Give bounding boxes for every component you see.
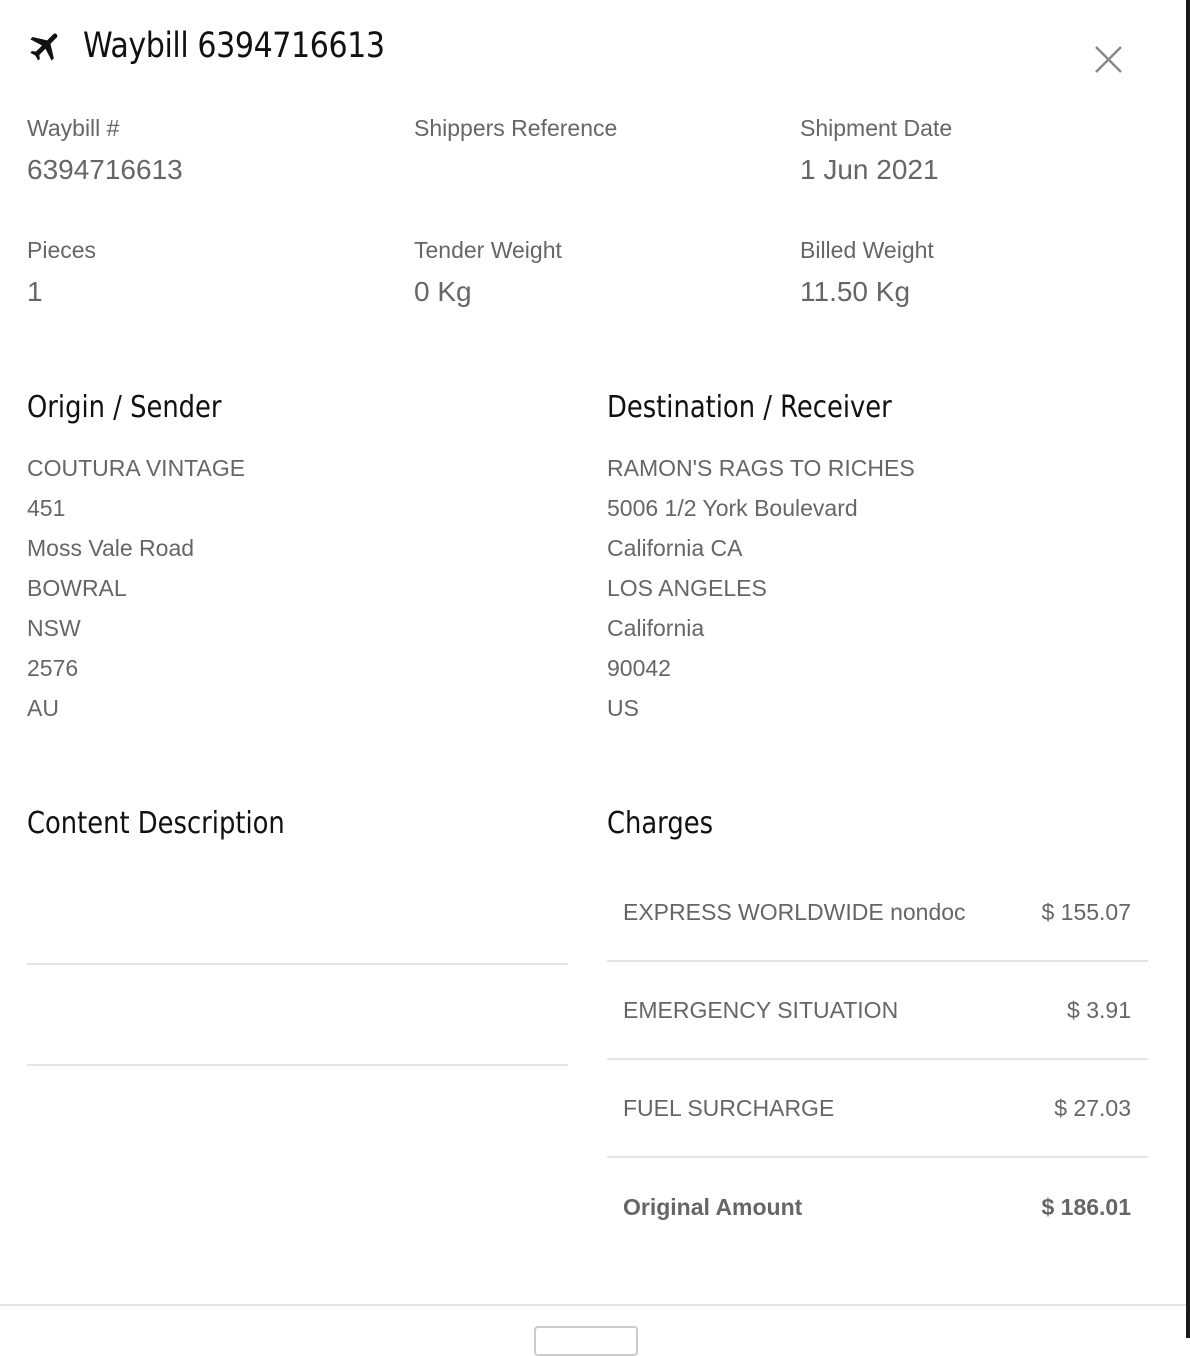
- charge-name: EXPRESS WORLDWIDE nondoc: [623, 898, 966, 925]
- address-line: 5006 1/2 York Boulevard: [607, 495, 858, 521]
- address-line: AU: [27, 695, 59, 721]
- address-line: BOWRAL: [27, 575, 127, 601]
- list-item: [27, 965, 568, 1066]
- field-value: 0 Kg: [414, 276, 472, 307]
- field-label: Waybill #: [27, 115, 120, 141]
- field-value: 1 Jun 2021: [800, 154, 939, 185]
- charge-amount: $ 3.91: [1067, 996, 1131, 1023]
- field-value: 1: [27, 276, 43, 307]
- list-item: [27, 864, 568, 965]
- total-label: Original Amount: [623, 1193, 803, 1220]
- origin-section-title: Origin / Sender: [27, 390, 222, 425]
- charge-amount: $ 27.03: [1054, 1094, 1131, 1121]
- address-line: COUTURA VINTAGE: [27, 455, 246, 481]
- footer-divider: [0, 1304, 1186, 1306]
- modal-title: Waybill 6394716613: [83, 26, 385, 66]
- address-line: 451: [27, 495, 66, 521]
- field-value: 6394716613: [27, 154, 183, 185]
- modal-header: [27, 26, 434, 66]
- total-amount: $ 186.01: [1041, 1193, 1131, 1220]
- charges-title: Charges: [607, 806, 714, 841]
- address-line: US: [607, 695, 639, 721]
- field-label: Shippers Reference: [414, 115, 618, 141]
- charges-table: [607, 864, 1148, 1256]
- shippers-reference-field: [414, 114, 617, 154]
- shipment-date-field: [800, 114, 952, 186]
- address-line: California CA: [607, 535, 743, 561]
- address-line: RAMON'S RAGS TO RICHES: [607, 455, 915, 481]
- address-line: 90042: [607, 655, 671, 681]
- charge-amount: $ 155.07: [1041, 898, 1131, 925]
- address-line: Moss Vale Road: [27, 535, 195, 561]
- content-description-list: [27, 864, 568, 1066]
- field-label: Shipment Date: [800, 115, 953, 141]
- waybill-number-field: [27, 114, 183, 186]
- field-label: Billed Weight: [800, 237, 934, 263]
- charge-row: [607, 1060, 1148, 1158]
- field-value: 11.50 Kg: [800, 276, 911, 307]
- field-label: Pieces: [27, 237, 97, 263]
- tender-weight-field: [414, 236, 562, 308]
- content-description-title: Content Description: [27, 806, 285, 841]
- address-line: NSW: [27, 615, 81, 641]
- charge-row: [607, 962, 1148, 1060]
- charge-name: EMERGENCY SITUATION: [623, 996, 899, 1023]
- charge-row: [607, 864, 1148, 962]
- destination-address: [607, 448, 915, 728]
- address-line: LOS ANGELES: [607, 575, 767, 601]
- close-icon[interactable]: [1093, 44, 1124, 75]
- charge-name: FUEL SURCHARGE: [623, 1094, 835, 1121]
- address-line: 2576: [27, 655, 79, 681]
- origin-address: [27, 448, 245, 728]
- pieces-field: [27, 236, 96, 308]
- billed-weight-field: [800, 236, 934, 308]
- footer-button[interactable]: [534, 1326, 638, 1356]
- address-line: California: [607, 615, 705, 641]
- window-edge: [1186, 0, 1190, 1338]
- destination-section-title: Destination / Receiver: [607, 390, 892, 425]
- total-row: [607, 1158, 1148, 1256]
- airplane-icon: [27, 27, 65, 65]
- field-label: Tender Weight: [414, 237, 562, 263]
